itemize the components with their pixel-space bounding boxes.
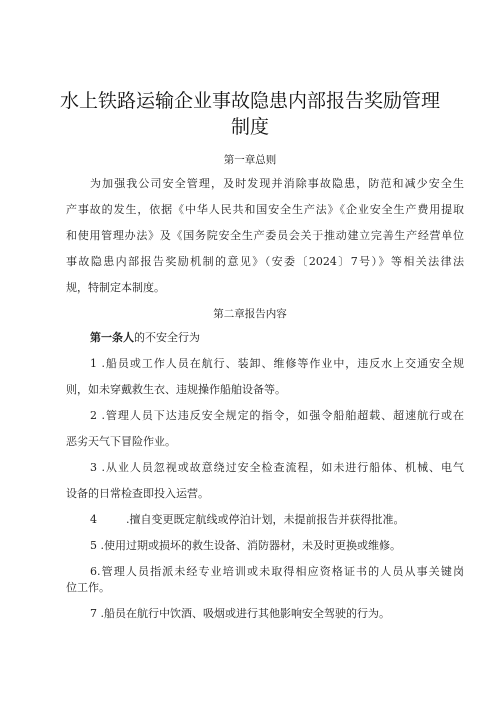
item-6-line-1: 6.管理人员指派未经专业培训或未取得相应资格证书的人员从事关键岗 — [90, 565, 464, 578]
item-2-line-1: 2 .管理人员下达违反安全规定的指令，如强令船舶超载、超速航行或在 — [90, 409, 464, 422]
item-4-text: .擅自变更既定航线或停泊计划，未提前报告并获得批准。 — [126, 513, 405, 526]
document-title-line1: 水上铁路运输企业事故隐患内部报告奖励管理 — [59, 90, 440, 112]
chapter-1-line-5: 规，特制定本制度。 — [66, 281, 165, 294]
item-7-line-1: 7 .船员在航行中饮酒、吸烟或进行其他影响安全驾驶的行为。 — [90, 607, 390, 620]
item-5-line-1: 5 .使用过期或损坏的救生设备、消防器材，未及时更换或维修。 — [90, 539, 401, 552]
item-1-line-1: 1 .船员或工作人员在航行、装卸、维修等作业中，违反水上交通安全规 — [90, 357, 464, 370]
chapter-2-heading: 第二章报告内容 — [213, 308, 287, 320]
item-2-line-2: 恶劣天气下冒险作业。 — [66, 435, 176, 448]
document-title-line2: 制度 — [230, 116, 269, 138]
article-1-heading — [90, 330, 200, 346]
chapter-1-line-4: 事故隐患内部报告奖励机制的意见》（安委〔2024〕7号）》等相关法律法 — [66, 255, 464, 268]
item-1-line-2: 则，如未穿戴救生衣、违规操作船舶设备等。 — [66, 383, 286, 396]
chapter-1-line-3: 和使用管理办法》及《国务院安全生产委员会关于推动建立完善生产经营单位 — [66, 229, 464, 242]
item-3-line-1: 3 .从业人员忽视或故意绕过安全检查流程，如未进行船体、机械、电气 — [90, 461, 464, 474]
item-4-number: 4 — [90, 513, 97, 526]
chapter-1-heading: 第一章总则 — [223, 154, 277, 166]
item-6-line-2: 位工作。 — [66, 581, 110, 594]
chapter-1-line-2: 产事故的发生，依据《中华人民共和国安全生产法》《企业安全生产费用提取 — [66, 203, 464, 216]
article-1-label: 第一条人 — [90, 331, 134, 344]
item-3-line-2: 设备的日常检查即投入运营。 — [66, 487, 209, 500]
chapter-1-line-1: 为加强我公司安全管理，及时发现并消除事故隐患，防范和减少安全生 — [90, 177, 464, 190]
article-1-title: 的不安全行为 — [134, 331, 200, 344]
